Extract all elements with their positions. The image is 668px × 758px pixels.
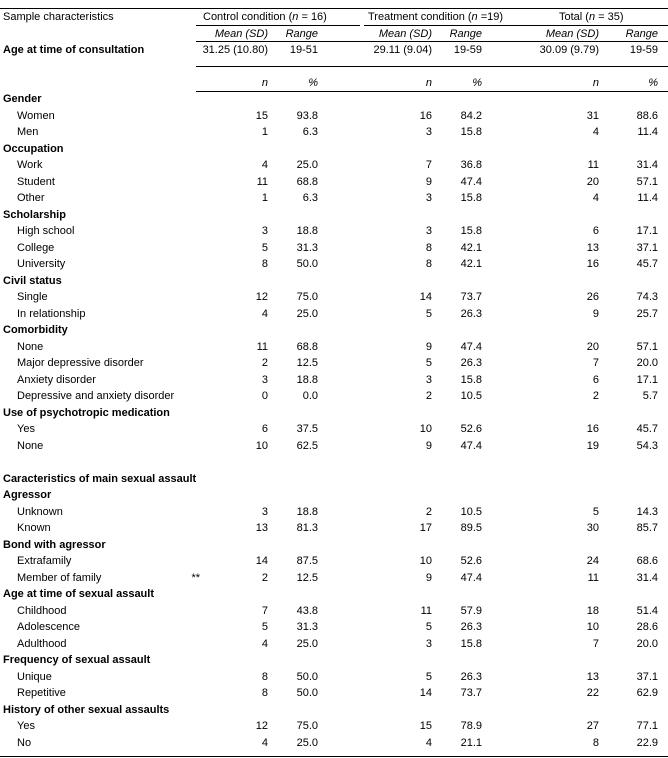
treatment-n-cell: 10 [419,423,432,435]
treatment-pct-cell: 42.1 [460,241,482,254]
treatment-pct-cell: 26.3 [460,621,482,633]
section-label: Bond with agressor [3,538,106,551]
control-n-cell: 6 [261,423,268,435]
age-rule [196,66,668,67]
treatment-pct-cell: 15.8 [460,225,482,237]
table-row [0,520,668,536]
row-label: Other [17,192,45,204]
treatment-pct-cell: 84.2 [460,109,482,122]
total-n-cell: 20 [586,340,599,353]
total-pct-cell: 74.3 [636,291,658,303]
control-n-cell: 2 [261,571,268,584]
treatment-n-cell: 3 [425,373,432,386]
table-row [0,438,668,454]
table-row [0,339,668,355]
control-pct-cell: 18.8 [296,225,318,237]
age-row [0,42,668,58]
total-pct-cell: 17.1 [636,373,658,386]
row-label: Women [17,109,55,122]
treatment-pct-cell: 57.9 [460,604,482,617]
control-pct-cell: 18.8 [296,505,318,518]
treatment-pct-cell: 73.7 [460,291,482,303]
table-row [0,388,668,404]
table-row [0,256,668,272]
total-pct-cell: 45.7 [636,423,658,435]
treatment-n-cell: 10 [419,555,432,567]
total-n-cell: 8 [592,736,599,749]
control-n-cell: 14 [255,555,268,567]
total-range-header: Range [625,28,658,40]
row-label: College [17,241,55,254]
control-pct-cell: 6.3 [302,126,318,138]
row-label: High school [17,225,75,237]
table-row [0,619,668,635]
header-control-n: n [292,11,299,23]
control-pct-cell: 12.5 [296,357,318,369]
total-n-cell: 24 [586,555,599,567]
header-row [0,9,668,25]
total-n-cell: 4 [592,126,599,138]
section-label: History of other sexual assaults [3,703,170,716]
control-n-cell: 1 [261,126,268,138]
control-pct-cell: 43.8 [296,604,318,617]
total-n-cell: 6 [592,225,599,237]
total-pct-header: % [648,77,658,89]
treatment-pct-header: % [472,77,482,89]
treatment-pct-cell: 52.6 [460,423,482,435]
control-n-header: n [261,77,268,89]
row-label: University [17,258,66,270]
table-row [0,124,668,140]
age-total-range: 19-59 [629,44,658,56]
spacer-row [0,454,668,470]
significance-marker: ** [191,571,200,584]
control-pct-header: % [308,77,318,89]
treatment-pct-cell: 15.8 [460,637,482,650]
section-label: Gender [3,93,42,105]
total-n-cell: 18 [586,604,599,617]
section-label: Age at time of sexual assault [3,588,154,600]
treatment-n-cell: 2 [425,390,432,402]
section-header-row [0,471,668,487]
control-n-cell: 11 [256,175,268,188]
total-pct-cell: 17.1 [636,225,658,237]
age-control-range: 19-51 [289,44,318,56]
total-n-cell: 10 [586,621,599,633]
header-sample-characteristics: Sample characteristics [3,11,114,23]
total-pct-cell: 37.1 [636,241,658,254]
section-label: Civil status [3,274,62,287]
header-total-prefix: Total ( [559,11,589,23]
table-row [0,570,668,586]
row-label: Men [17,126,39,138]
control-pct-cell: 31.3 [296,621,318,633]
section-label: Use of psychotropic medication [3,406,170,419]
section-label: Caracteristics of main sexual assault [3,472,197,485]
treatment-n-cell: 3 [425,126,432,138]
treatment-n-cell: 5 [425,357,432,369]
row-label: In relationship [17,307,86,320]
treatment-pct-cell: 26.3 [460,357,482,369]
section-label: Occupation [3,142,64,155]
table-row [0,735,668,751]
control-range-header: Range [285,28,318,40]
treatment-pct-cell: 73.7 [460,687,482,699]
treatment-n-header: n [425,77,432,89]
header-control-suffix: = 16) [298,11,327,23]
section-label: Agressor [3,489,52,501]
header-total-n: n [588,11,596,23]
total-pct-cell: 31.4 [636,571,658,584]
table-row [0,421,668,437]
table-row [0,306,668,322]
row-label: Unknown [17,505,63,518]
treatment-n-cell: 8 [425,258,432,270]
control-n-cell: 13 [255,522,268,534]
treatment-pct-cell: 15.8 [460,373,482,386]
treatment-n-cell: 2 [425,505,432,518]
control-pct-cell: 93.8 [296,109,318,122]
treatment-pct-cell: 26.3 [460,307,482,320]
control-n-cell: 11 [256,340,268,353]
total-n-cell: 6 [592,373,599,386]
table-row [0,157,668,173]
table-row [0,289,668,305]
control-pct-cell: 18.8 [296,373,318,386]
total-pct-cell: 20.0 [636,637,658,650]
row-label: Extrafamily [17,555,72,567]
row-label: Yes [17,720,35,732]
control-pct-cell: 75.0 [296,291,318,303]
control-n-cell: 10 [255,439,268,452]
total-pct-cell: 88.6 [636,109,658,122]
total-pct-cell: 62.9 [636,687,658,699]
table-row [0,718,668,734]
total-n-cell: 4 [592,192,599,204]
treatment-range-header: Range [449,28,482,40]
control-n-cell: 4 [261,307,268,320]
total-n-cell: 11 [587,571,599,584]
row-label: Childhood [17,604,67,617]
total-n-cell: 13 [586,241,599,254]
total-pct-cell: 45.7 [636,258,658,270]
total-pct-cell: 51.4 [636,604,658,617]
treatment-n-cell: 11 [420,604,432,617]
control-mean-sd-header: Mean (SD) [214,28,268,40]
control-n-cell: 2 [261,357,268,369]
treatment-n-cell: 14 [419,291,432,303]
total-n-cell: 11 [587,159,599,171]
header-subrow-mean-range [0,26,668,42]
control-pct-cell: 25.0 [296,307,318,320]
treatment-pct-cell: 52.6 [460,555,482,567]
total-n-cell: 7 [592,637,599,650]
row-label: No [17,736,32,749]
control-n-cell: 3 [261,225,268,237]
treatment-mean-sd-header: Mean (SD) [378,28,432,40]
control-pct-cell: 25.0 [296,736,318,749]
control-pct-cell: 31.3 [296,241,318,254]
total-pct-cell: 77.1 [636,720,658,732]
section-header-row [0,322,668,338]
row-label: None [17,340,44,353]
section-header-row [0,273,668,289]
treatment-pct-cell: 10.5 [460,390,482,402]
control-pct-cell: 87.5 [296,555,318,567]
total-pct-cell: 68.6 [636,555,658,567]
table-row [0,174,668,190]
control-pct-cell: 6.3 [302,192,318,204]
control-n-cell: 5 [261,241,268,254]
total-mean-sd-header: Mean (SD) [545,28,599,40]
treatment-pct-cell: 47.4 [460,175,482,188]
treatment-n-cell: 17 [419,522,432,534]
control-pct-cell: 50.0 [296,670,318,683]
header-treatment-suffix: =19) [477,11,504,23]
header-subrow-n-pct [0,75,668,91]
control-n-cell: 8 [261,670,268,683]
control-pct-cell: 81.3 [296,522,318,534]
treatment-pct-cell: 15.8 [460,192,482,204]
total-pct-cell: 14.3 [636,505,658,518]
treatment-n-cell: 16 [419,109,432,122]
section-header-row [0,652,668,668]
total-pct-cell: 20.0 [636,357,658,369]
treatment-pct-cell: 47.4 [460,340,482,353]
treatment-pct-cell: 15.8 [460,126,482,138]
section-header-row [0,487,668,503]
treatment-pct-cell: 47.4 [460,571,482,584]
total-pct-cell: 57.1 [636,175,658,188]
header-total-suffix: = 35) [595,11,624,23]
control-n-cell: 4 [261,637,268,650]
control-n-cell: 8 [261,258,268,270]
table-row [0,372,668,388]
treatment-n-cell: 9 [425,571,432,584]
treatment-pct-cell: 47.4 [460,439,482,452]
treatment-n-cell: 9 [425,439,432,452]
section-label: Comorbidity [3,324,68,336]
total-pct-cell: 25.7 [636,307,658,320]
row-label: Known [17,522,51,534]
total-pct-cell: 57.1 [636,340,658,353]
row-label: Depressive and anxiety disorder [17,390,175,402]
section-header-row [0,586,668,602]
row-label: None [17,439,44,452]
control-pct-cell: 37.5 [296,423,318,435]
row-label: Single [17,291,48,303]
total-n-cell: 5 [592,505,599,518]
treatment-n-cell: 8 [425,241,432,254]
control-n-cell: 3 [261,505,268,518]
treatment-n-cell: 3 [425,225,432,237]
age-label: Age at time of consultation [3,44,145,56]
control-n-cell: 4 [261,159,268,171]
control-pct-cell: 75.0 [296,720,318,732]
control-n-cell: 5 [261,621,268,633]
row-label: Member of family [17,571,102,584]
treatment-pct-cell: 10.5 [460,505,482,518]
treatment-n-cell: 9 [425,340,432,353]
control-pct-cell: 25.0 [296,159,318,171]
table-bottom-rule [0,756,668,757]
treatment-n-cell: 5 [425,307,432,320]
table-row [0,240,668,256]
table-row [0,504,668,520]
treatment-n-cell: 3 [425,637,432,650]
control-pct-cell: 68.8 [296,340,318,353]
header-total [559,9,624,25]
total-pct-cell: 31.4 [636,159,658,171]
section-header-row [0,91,668,107]
header-control-condition [203,9,327,25]
age-treatment-mean: 29.11 (9.04) [373,44,432,56]
row-label: Repetitive [17,687,66,699]
treatment-n-cell: 14 [419,687,432,699]
control-n-cell: 0 [261,390,268,402]
table-row [0,669,668,685]
row-label: Anxiety disorder [17,373,96,386]
control-pct-cell: 50.0 [296,687,318,699]
total-pct-cell: 22.9 [636,736,658,749]
total-n-cell: 20 [586,175,599,188]
row-label: Yes [17,423,35,435]
total-n-cell: 2 [592,390,599,402]
total-n-cell: 22 [586,687,599,699]
treatment-n-cell: 4 [425,736,432,749]
total-pct-cell: 11.4 [637,126,658,138]
table-row [0,603,668,619]
total-n-cell: 16 [586,258,599,270]
treatment-pct-cell: 78.9 [460,720,482,732]
total-pct-cell: 5.7 [642,390,658,402]
control-n-cell: 12 [255,291,268,303]
treatment-n-cell: 5 [425,621,432,633]
total-n-cell: 13 [586,670,599,683]
table-row [0,223,668,239]
control-n-cell: 7 [261,604,268,617]
control-n-cell: 3 [261,373,268,386]
table-row [0,636,668,652]
section-header-row [0,702,668,718]
table-row [0,355,668,371]
treatment-pct-cell: 36.8 [460,159,482,171]
section-label: Scholarship [3,208,66,221]
total-pct-cell: 11.4 [637,192,658,204]
header-control-prefix: Control condition ( [203,11,293,23]
control-pct-cell: 68.8 [296,175,318,188]
total-n-cell: 9 [592,307,599,320]
total-n-cell: 27 [586,720,599,732]
total-pct-cell: 54.3 [636,439,658,452]
table-row [0,685,668,701]
control-n-cell: 8 [261,687,268,699]
control-pct-cell: 12.5 [296,571,318,584]
treatment-n-cell: 7 [425,159,432,171]
treatment-pct-cell: 21.1 [460,736,482,749]
total-n-cell: 19 [586,439,599,452]
treatment-n-cell: 3 [425,192,432,204]
total-n-header: n [592,77,599,89]
treatment-n-cell: 15 [419,720,432,732]
control-n-cell: 12 [255,720,268,732]
table-row [0,108,668,124]
total-pct-cell: 37.1 [636,670,658,683]
treatment-pct-cell: 26.3 [460,670,482,683]
control-n-cell: 15 [255,109,268,122]
row-label: Adulthood [17,637,67,650]
control-pct-cell: 50.0 [296,258,318,270]
treatment-pct-cell: 89.5 [460,522,482,534]
age-treatment-range: 19-59 [453,44,482,56]
total-pct-cell: 85.7 [636,522,658,534]
section-header-row [0,537,668,553]
header-treatment-condition [368,9,503,25]
control-pct-cell: 0.0 [302,390,318,402]
total-n-cell: 26 [586,291,599,303]
section-header-row [0,141,668,157]
header-treatment-prefix: Treatment condition ( [368,11,472,23]
table-row [0,553,668,569]
treatment-n-cell: 5 [425,670,432,683]
row-label: Major depressive disorder [17,357,144,369]
control-pct-cell: 25.0 [296,637,318,650]
table-row [0,190,668,206]
age-total-mean: 30.09 (9.79) [539,44,599,56]
row-label: Student [17,175,55,188]
treatment-pct-cell: 42.1 [460,258,482,270]
control-n-cell: 1 [261,192,268,204]
total-n-cell: 16 [586,423,599,435]
section-header-row [0,405,668,421]
control-pct-cell: 62.5 [296,439,318,452]
total-n-cell: 30 [586,522,599,534]
row-label: Work [17,159,43,171]
control-n-cell: 4 [261,736,268,749]
age-control-mean: 31.25 (10.80) [202,44,268,56]
header-treatment-n: n [471,11,478,23]
section-header-row [0,207,668,223]
section-label: Frequency of sexual assault [3,654,151,666]
total-n-cell: 7 [592,357,599,369]
total-pct-cell: 28.6 [636,621,658,633]
row-label: Adolescence [17,621,80,633]
row-label: Unique [17,670,52,683]
total-n-cell: 31 [586,109,599,122]
treatment-n-cell: 9 [425,175,432,188]
